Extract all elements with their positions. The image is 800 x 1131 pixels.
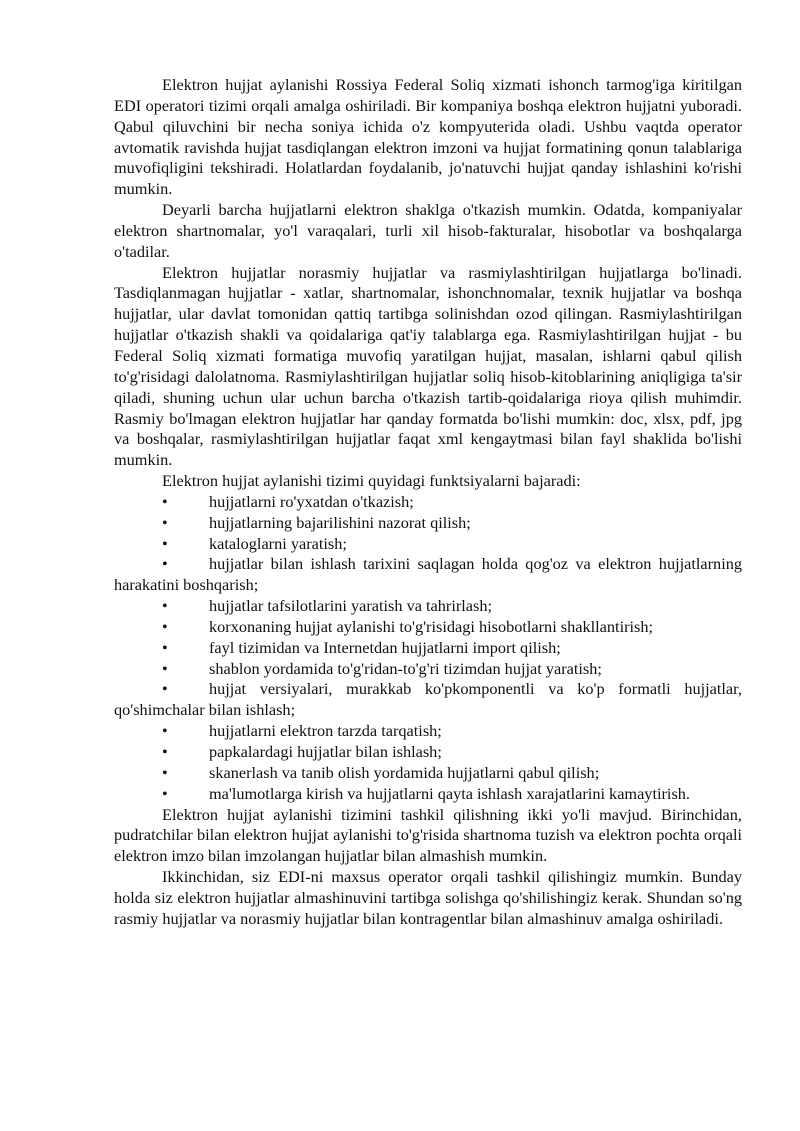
- functions-list: [114, 492, 742, 805]
- list-item: [114, 513, 742, 534]
- list-item: [114, 534, 742, 555]
- bullet-icon: •: [162, 554, 168, 574]
- list-item: [114, 492, 742, 513]
- list-item-text: korxonaning hujjat aylanishi to'g'risidagi hisobotlarni shakllantirish;: [209, 616, 654, 636]
- document-page: [114, 75, 742, 930]
- list-item-text: kataloglarni yaratish;: [209, 533, 347, 553]
- bullet-icon: •: [162, 762, 168, 782]
- list-item-text: fayl tizimidan va Internetdan hujjatlarni import qilish;: [209, 637, 561, 657]
- bullet-icon: •: [162, 721, 168, 741]
- bullet-icon: •: [162, 491, 168, 511]
- bullet-icon: •: [162, 679, 168, 699]
- list-item: [114, 679, 742, 721]
- list-item: [114, 659, 742, 680]
- bullet-icon: •: [162, 637, 168, 657]
- list-item-text: hujjatlar tafsilotlarini yaratish va tahrirlash;: [209, 596, 493, 616]
- list-item-text: hujjatlarni elektron tarzda tarqatish;: [209, 721, 442, 741]
- bullet-icon: •: [162, 616, 168, 636]
- paragraph-document-types: Elektron hujjatlar norasmiy hujjatlar va rasmiylashtirilgan hujjatlarga bo'linadi. Tasdiqlanmagan hujjatlar - xatlar, shartnomalar, ishonchnomalar, texnik hujjatlar va boshqa hujjatlar, ular davlat tomonidan qattiq tartibga solinishdan ozod qilingan. Rasmiylashtirilgan hujjatlar o'tkazish shakli va qoidalariga qat'iy talablarga ega. Rasmiylashtirilgan hujjat - bu Federal Soliq xizmati formatiga muvofiq yaratilgan hujjat, masalan, ishlarni qabul qilish to'g'risidagi dalolatnoma. Rasmiylashtirilgan hujjatlar soliq hisob-kitoblarining aniqligiga ta'sir qiladi, shuning uchun ular uchun barcha o'tkazish tartib-qoidalariga rioya qilish muhimdir. Rasmiy bo'lmagan elektron hujjatlar har qanday formatda bo'lishi mumkin: doc, xlsx, pdf, jpg va boshqalar, rasmiylashtirilgan hujjatlar faqat xml kengaytmasi bilan fayl shaklida bo'lishi mumkin.: [114, 262, 742, 470]
- bullet-icon: •: [162, 783, 168, 803]
- bullet-icon: •: [162, 512, 168, 532]
- list-item-text: papkalardagi hujjatlar bilan ishlash;: [209, 742, 442, 761]
- list-item: [114, 554, 742, 596]
- list-item: [114, 784, 742, 805]
- list-item: [114, 721, 742, 742]
- list-item-text: shablon yordamida to'g'ridan-to'g'ri tizimdan hujjat yaratish;: [209, 658, 602, 678]
- list-item-text: skanerlash va tanib olish yordamida hujjatlarni qabul qilish;: [209, 762, 600, 782]
- list-item: [114, 617, 742, 638]
- bullet-icon: •: [162, 533, 168, 553]
- paragraph-second-method: Ikkinchidan, siz EDI-ni maxsus operator orqali tashkil qilishingiz mumkin. Bunday holda siz elektron hujjatlar almashinuvini tartibga solishga qo'shilishingiz kerak. Shundan so'ng rasmiy hujjatlar va norasmiy hujjatlar bilan kontragentlar bilan almashinuv amalga oshiriladi.: [114, 867, 742, 928]
- list-item: [114, 596, 742, 617]
- bullet-icon: •: [162, 742, 168, 761]
- paragraph-convertible-documents: Deyarli barcha hujjatlarni elektron shaklga o'tkazish mumkin. Odatda, kompaniyalar elektron shartnomalar, yo'l varaqalari, turli xil hisob-fakturalar, hisobotlar va boshqalarga o'tadilar.: [114, 200, 742, 261]
- paragraph-edi-overview: Elektron hujjat aylanishi Rossiya Federal Soliq xizmati ishonch tarmog'iga kiritilgan EDI operatori tizimi orqali amalga oshiriladi. Bir kompaniya boshqa elektron hujjatni yuboradi. Qabul qiluvchini bir necha soniya ichida o'z kompyuterida oladi. Ushbu vaqtda operator avtomatik ravishda hujjat tasdiqlangan elektron imzoni va hujjat formatining qonun talablariga muvofiqligini tekshiradi. Holatlardan foydalanib, jo'natuvchi hujjat qanday ishlashini ko'rishi mumkin.: [114, 75, 742, 199]
- paragraph-functions-intro: Elektron hujjat aylanishi tizimi quyidagi funktsiyalarni bajaradi:: [162, 471, 581, 491]
- paragraph-first-method: Elektron hujjat aylanishi tizimini tashkil qilishning ikki yo'li mavjud. Birinchidan, pudratchilar bilan elektron hujjat aylanishi to'g'risida shartnoma tuzish va elektron pochta orqali elektron imzo bilan imzolangan hujjatlar bilan almashish mumkin.: [114, 804, 742, 866]
- list-item-text: hujjatlarning bajarilishini nazorat qilish;: [209, 512, 471, 532]
- list-item-text: hujjat versiyalari, murakkab ko'pkomponentli va ko'p formatli hujjatlar, qo'shimchalar bilan ishlash;: [114, 679, 742, 720]
- list-item-text: ma'lumotlarga kirish va hujjatlarni qayta ishlash xarajatlarini kamaytirish.: [209, 783, 690, 803]
- list-item-text: hujjatlar bilan ishlash tarixini saqlagan holda qog'oz va elektron hujjatlarning harakatini boshqarish;: [114, 554, 742, 595]
- list-item: [114, 638, 742, 659]
- bullet-icon: •: [162, 596, 168, 616]
- list-item-text: hujjatlarni ro'yxatdan o'tkazish;: [209, 491, 414, 511]
- list-item: [114, 763, 742, 784]
- list-item: [114, 742, 742, 763]
- bullet-icon: •: [162, 658, 168, 678]
